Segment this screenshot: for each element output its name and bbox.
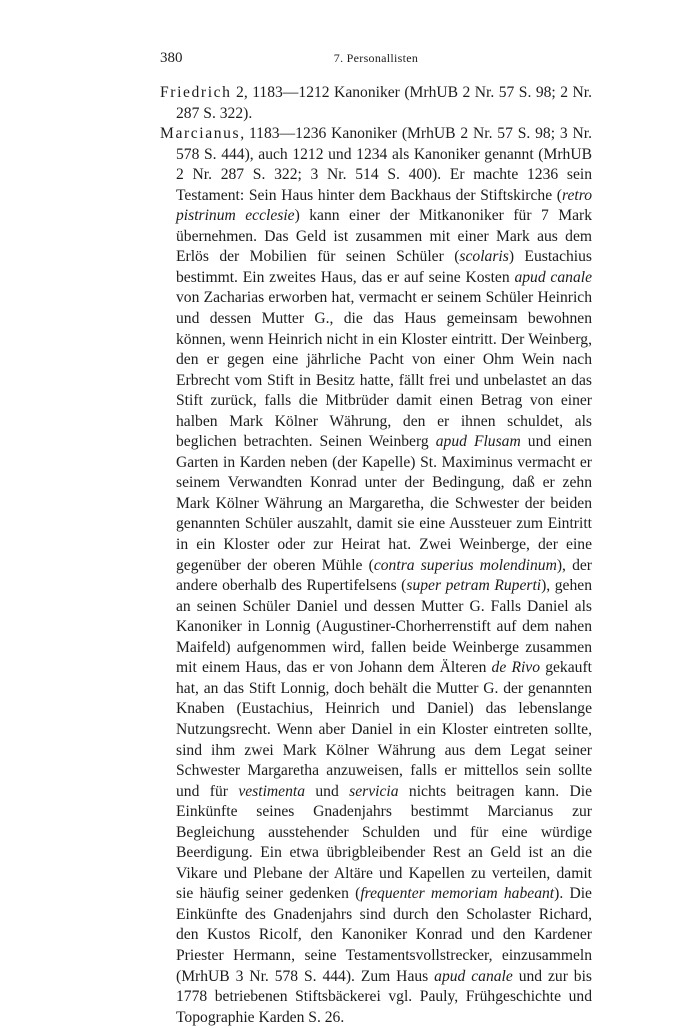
entry-friedrich: [160, 83, 592, 124]
entry-marcianus: [160, 124, 592, 1028]
page-number: 380: [160, 50, 183, 66]
entry-name: Friedrich: [160, 84, 232, 101]
entry-text: ) Eustachius bestimmt. Ein zweites Haus, das er auf seine Kosten: [176, 248, 592, 286]
entry-text: und: [305, 782, 350, 800]
page-header: [160, 50, 592, 70]
entry-text: 2, 1183—1212 Kanoniker (MrhUB 2 Nr. 57 S. 98; 2 Nr. 287 S. 322).: [176, 84, 592, 122]
entry-name: Marcianus: [160, 125, 241, 143]
latin-phrase: apud Flusam: [435, 433, 521, 451]
latin-phrase: de Rivo: [491, 659, 541, 677]
latin-phrase: apud canale: [514, 268, 592, 286]
entry-text: ), gehen an seinen Schüler Daniel und dessen Mutter G. Falls Daniel als Kanoniker in Lonnig (Augustiner-Chorherrenstift auf dem nahen Maifeld) aufgenommen wird, fallen beide Weinberge zusammen mit einem Haus, das er von Johann dem Älteren: [176, 577, 592, 677]
entry-text: ). Die Einkünfte des Gnadenjahrs sind durch den Scholaster Richard, den Kustos Ricolf, den Kanoniker Konrad und den Kardener Priester Hermann, seine Testamentsvollstrecker, einzusammeln (MrhUB 3 Nr. 578 S. 444). Zum Haus: [176, 885, 592, 985]
entry-text: nichts beitragen kann. Die Einkünfte seines Gnadenjahrs bestimmt Marcianus zur Begleichung ausstehender Schulden und für eine würdige Beerdigung. Ein etwa übrigbleibender Rest an Geld ist an die Vikare und Plebane der Altäre und Kapellen zu verteilen, damit sie häufig seiner gedenken (: [176, 782, 593, 903]
latin-phrase: scolaris: [459, 248, 509, 266]
entry-text: ) kann einer der Mitkanoniker für 7 Mark übernehmen. Das Geld ist zusammen mit einer Mark aus dem Erlös der Mobilien für seinen Schüler (: [176, 207, 592, 266]
latin-phrase: vestimenta: [238, 782, 306, 800]
latin-phrase: frequenter memoriam habeant: [360, 885, 555, 903]
entry-text: gekauft hat, an das Stift Lonnig, doch behält die Mutter G. der genannten Knaben (Eustachius, Heinrich und Daniel) das lebenslange Nutzungsrecht. Wenn aber Daniel in ein Kloster eintreten sollte, sind ihm zwei Mark Kölner Währung aus dem Legat seiner Schwester Margaretha anzuweisen, falls er mittellos sein sollte und für: [176, 659, 592, 800]
running-head: 7. Personallisten: [333, 51, 419, 65]
latin-phrase: retro pistrinum ecclesie: [176, 186, 592, 225]
latin-phrase: contra superius molendinum: [373, 556, 557, 574]
entry-text: von Zacharias erworben hat, vermacht er seinem Schüler Heinrich und dessen Mutter G., die das Haus gemeinsam bewohnen können, wenn Heinrich nicht in ein Kloster eintritt. Der Weinberg, den er gegen eine jährliche Pacht von einer Ohm Wein nach Erbrecht vom Stift in Besitz hatte, fällt frei und unbelastet an das Stift zurück, falls die Mitbrüder damit einen Betrag von einer halben Mark Kölner Währung, den er ihnen schuldet, als beglichen betrachten. Seinen Weinberg: [176, 289, 592, 451]
latin-phrase: super petram Ruperti: [406, 577, 542, 595]
latin-phrase: servicia: [349, 782, 399, 800]
latin-phrase: apud canale: [434, 967, 513, 985]
entry-text: , 1183—1236 Kanoniker (MrhUB 2 Nr. 57 S. 98; 3 Nr. 578 S. 444), auch 1212 und 1234 als Kanoniker genannt (MrhUB 2 Nr. 287 S. 322; 3 Nr. 514 S. 400). Er machte 1236 sein Testament: Sein Haus hinter dem Backhaus der Stiftskirche (: [176, 125, 592, 204]
entry-text: und zur bis 1778 betriebenen Stiftsbäckerei vgl. Pauly, Frühgeschichte und Topographie Karden S. 26.: [176, 967, 592, 1026]
entry-text: ), der andere oberhalb des Rupertifelsens (: [176, 556, 592, 595]
entry-text: und einen Garten in Karden neben (der Kapelle) St. Maximinus vermacht er seinem Verwandten Konrad unter der Bedingung, daß er zehn Mark Kölner Währung an Margaretha, die Schwester der beiden genannten Schüler auszahlt, damit sie eine Aussteuer zum Eintritt in ein Kloster oder zur Heirat hat. Zwei Weinberge, der eine gegenüber der oberen Mühle (: [176, 433, 592, 574]
entry-list: [160, 83, 592, 1028]
